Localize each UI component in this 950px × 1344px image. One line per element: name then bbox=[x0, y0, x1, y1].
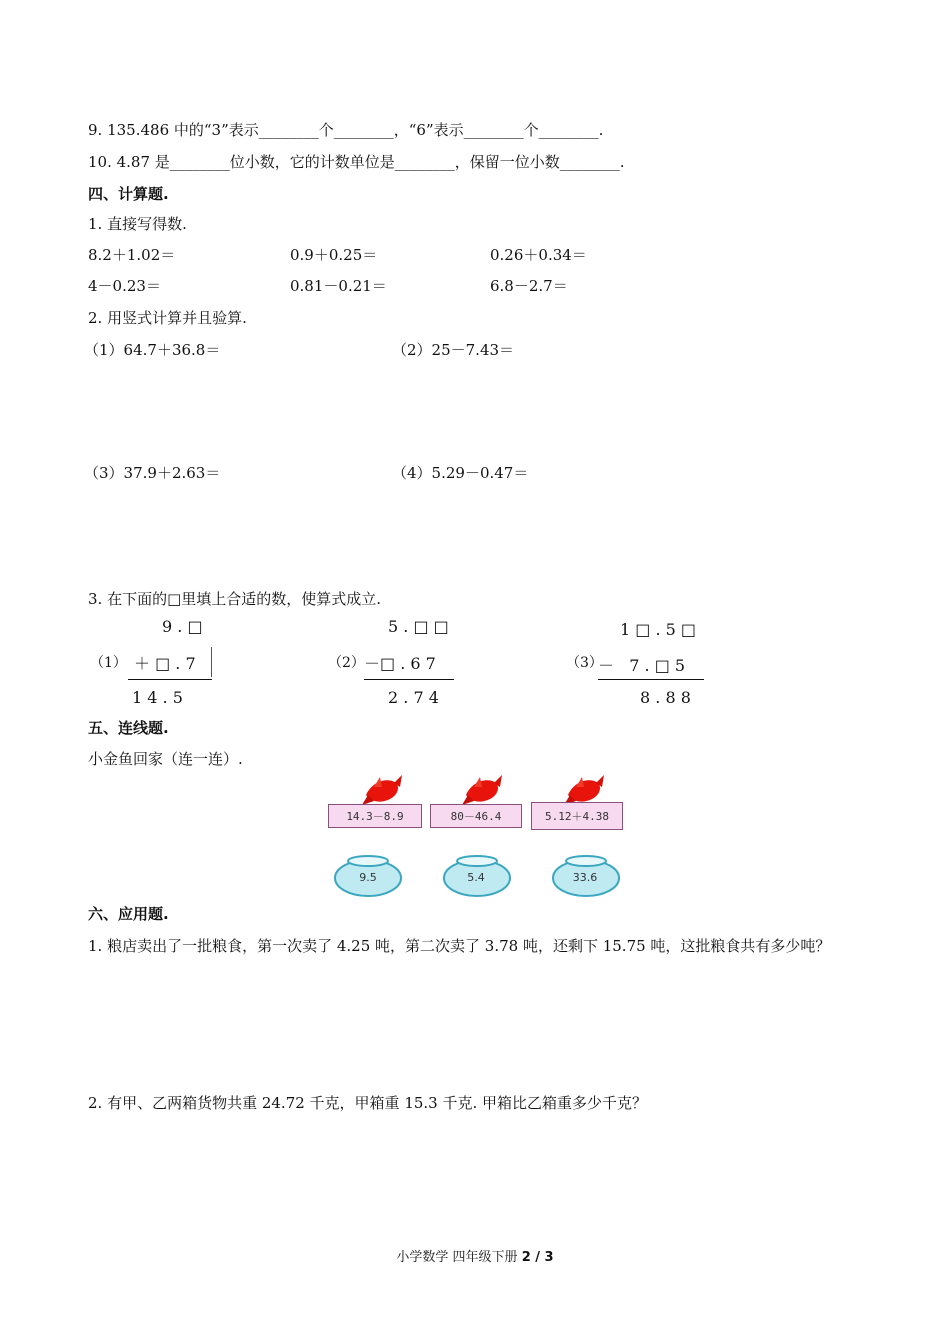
puzzle-result-row: 1 4 . 5 bbox=[132, 688, 183, 707]
oral-item: 0.9＋0.25＝ bbox=[290, 246, 378, 264]
puzzle-result-row: 8 . 8 8 bbox=[640, 688, 691, 707]
difference-line bbox=[364, 679, 454, 680]
oral-item: 6.8－2.7＝ bbox=[490, 277, 568, 295]
word-problem-2: 2. 有甲、乙两箱货物共重 24.72 千克，甲箱重 15.3 千克. 甲箱比乙箱重多少千克？ bbox=[88, 1094, 648, 1112]
expression-box[interactable]: 5.12＋4.38 bbox=[531, 802, 623, 830]
part-3-title: 3. 在下面的□里填上合适的数，使算式成立. bbox=[88, 590, 382, 608]
matching-intro: 小金鱼回家（连一连）. bbox=[88, 750, 243, 768]
puzzle-top-row: 5 . □ □ bbox=[388, 617, 449, 636]
vertical-calc-item: （1）64.7＋36.8＝ bbox=[84, 341, 221, 359]
bowl-value: 9.5 bbox=[359, 871, 377, 884]
puzzle-result-row: 2 . 7 4 bbox=[388, 688, 439, 707]
footer-subject: 小学数学 四年级下册 bbox=[396, 1250, 522, 1265]
puzzle-middle-row: － 7 . □ 5 bbox=[598, 656, 686, 675]
page-number: 2 / 3 bbox=[521, 1250, 554, 1265]
puzzle-top-row: 1 □ . 5 □ bbox=[620, 620, 697, 639]
expression-box[interactable]: 14.3－8.9 bbox=[328, 804, 422, 828]
puzzle-middle-row: ＋ □ . 7 bbox=[134, 654, 196, 673]
puzzle-label: （3） bbox=[566, 655, 603, 671]
oral-item: 8.2＋1.02＝ bbox=[88, 246, 176, 264]
oral-item: 0.81－0.21＝ bbox=[290, 277, 387, 295]
question-10: 10. 4.87 是________位小数，它的计数单位是________，保留一位小数________. bbox=[88, 153, 625, 171]
question-9: 9. 135.486 中的“3”表示________个________，“6”表示________个________. bbox=[88, 121, 604, 139]
bowl-value: 33.6 bbox=[572, 871, 598, 884]
puzzle-top-row: 9 . □ bbox=[162, 617, 203, 636]
goldfish-icon bbox=[460, 773, 504, 807]
puzzle-label: （2） bbox=[328, 655, 365, 671]
oral-item: 4－0.23＝ bbox=[88, 277, 161, 295]
part-2-title: 2. 用竖式计算并且验算. bbox=[88, 309, 247, 327]
page-footer bbox=[0, 1246, 950, 1265]
section-5-title: 五、连线题. bbox=[88, 719, 169, 737]
puzzle-middle-row: －□ . 6 7 bbox=[364, 654, 436, 673]
expression-box[interactable]: 80－46.4 bbox=[430, 804, 522, 828]
goldfish-icon bbox=[360, 773, 404, 807]
vertical-calc-item: （4）5.29－0.47＝ bbox=[392, 464, 529, 482]
section-4-title: 四、计算题. bbox=[88, 185, 169, 203]
oral-item: 0.26＋0.34＝ bbox=[490, 246, 587, 264]
sum-line bbox=[128, 679, 212, 680]
section-6-title: 六、应用题. bbox=[88, 905, 169, 923]
vertical-calc-item: （2）25－7.43＝ bbox=[392, 341, 515, 359]
bowl-value: 5.4 bbox=[467, 871, 485, 884]
puzzle-label: （1） bbox=[90, 655, 127, 671]
difference-line bbox=[598, 679, 704, 680]
vertical-calc-item: （3）37.9＋2.63＝ bbox=[84, 464, 221, 482]
margin-mark bbox=[211, 647, 212, 677]
part-1-title: 1. 直接写得数. bbox=[88, 215, 187, 233]
word-problem-1: 1. 粮店卖出了一批粮食，第一次卖了 4.25 吨，第二次卖了 3.78 吨，还剩下 15.75 吨，这批粮食共有多少吨？ bbox=[88, 937, 831, 955]
